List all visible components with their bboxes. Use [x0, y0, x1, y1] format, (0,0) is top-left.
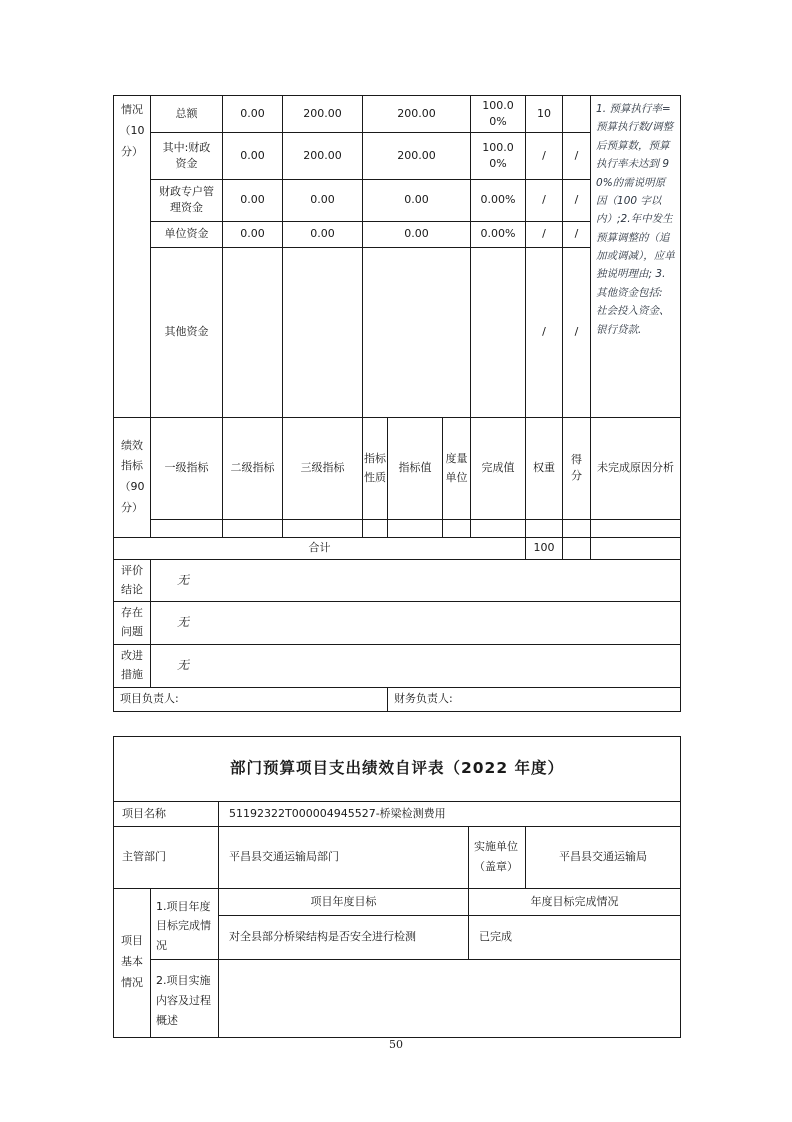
funding-value: [283, 247, 363, 417]
col-header-level1: 一级指标: [151, 417, 223, 519]
funding-value: 0.00: [363, 179, 471, 221]
col-header-unit: 度量单位: [443, 417, 471, 519]
department-row: [114, 826, 681, 888]
funding-value: 0.00: [223, 132, 283, 179]
budget-performance-table: [113, 95, 681, 712]
department-label: 主管部门: [114, 826, 219, 888]
annual-goal-header: 项目年度目标: [219, 888, 469, 915]
col-header-weight: 权重: [526, 417, 563, 519]
summary-label: 评价结论: [114, 559, 151, 601]
empty-cell: [388, 519, 443, 537]
section2-value: [219, 960, 681, 1038]
funding-value: 0.00: [283, 221, 363, 247]
funding-score: /: [563, 132, 591, 179]
empty-cell: [363, 519, 388, 537]
page-number: 50: [389, 1038, 403, 1051]
title-row: [114, 736, 681, 801]
section2-label: 2.项目实施内容及过程概述: [151, 960, 219, 1038]
col-header-indicator-value: 指标值: [388, 417, 443, 519]
funding-weight: /: [526, 132, 563, 179]
empty-cell: [443, 519, 471, 537]
summary-row: [114, 644, 681, 687]
funding-row-label: 财政专户管理资金: [151, 179, 223, 221]
funding-row-label: 其他资金: [151, 247, 223, 417]
notes-cell: 1. 预算执行率=预算执行数/调整后预算数，预算执行率未达到 90%的需说明原因（100 字以内）;2.年中发生预算调整的（追加或调减），应单独说明理由; 3.其他资金包括: 社会投入资金、银行贷款.: [591, 96, 681, 418]
signature-row: [114, 687, 681, 711]
funding-rate: 0.00%: [471, 221, 526, 247]
table-title: 部门预算项目支出绩效自评表（2022 年度）: [114, 736, 681, 801]
funding-value: 0.00: [223, 221, 283, 247]
col-header-unfinished-reason: 未完成原因分析: [591, 417, 681, 519]
col-header-indicator-nature: 指标性质: [363, 417, 388, 519]
total-reason: [591, 537, 681, 559]
project-name-row: [114, 801, 681, 826]
funding-rate: 0.00%: [471, 179, 526, 221]
situation-side-label: 情况（10 分）: [114, 96, 151, 418]
funding-rate: 100.00%: [471, 132, 526, 179]
col-header-completed-value: 完成值: [471, 417, 526, 519]
goal-completion-header: 年度目标完成情况: [469, 888, 681, 915]
performance-header-row: [114, 417, 681, 519]
col-header-score: 得分: [563, 417, 591, 519]
implementation-row: [114, 960, 681, 1038]
summary-row: [114, 602, 681, 644]
funding-value: 200.00: [363, 132, 471, 179]
total-score: [563, 537, 591, 559]
summary-row: [114, 559, 681, 601]
funding-weight: 10: [526, 96, 563, 133]
total-label: 合计: [114, 537, 526, 559]
funding-value: 200.00: [283, 132, 363, 179]
funding-weight: /: [526, 179, 563, 221]
funding-score: /: [563, 179, 591, 221]
empty-cell: [563, 519, 591, 537]
funding-value: 0.00: [223, 179, 283, 221]
funding-value: 200.00: [283, 96, 363, 133]
funding-value: 0.00: [363, 221, 471, 247]
self-evaluation-table-2022: [113, 736, 681, 1038]
funding-value: 200.00: [363, 96, 471, 133]
funding-row-label: 单位资金: [151, 221, 223, 247]
document-page: [113, 95, 680, 1038]
funding-weight: /: [526, 247, 563, 417]
funding-value: [223, 247, 283, 417]
performance-empty-row: [114, 519, 681, 537]
total-weight: 100: [526, 537, 563, 559]
funding-score: [563, 96, 591, 133]
funding-weight: /: [526, 221, 563, 247]
empty-cell: [223, 519, 283, 537]
empty-cell: [283, 519, 363, 537]
col-header-level3: 三级指标: [283, 417, 363, 519]
empty-cell: [471, 519, 526, 537]
empty-cell: [151, 519, 223, 537]
project-leader-label: 项目负责人:: [114, 687, 388, 711]
funding-rate: [471, 247, 526, 417]
project-name-value: 51192322T000004945527-桥梁检测费用: [219, 801, 681, 826]
summary-value: 无: [151, 602, 681, 644]
summary-value: 无: [151, 559, 681, 601]
goal-header-row: [114, 888, 681, 915]
funding-value: [363, 247, 471, 417]
summary-value: 无: [151, 644, 681, 687]
section1-label: 1.项目年度目标完成情况: [151, 888, 219, 959]
annual-goal-value: 对全县部分桥梁结构是否安全进行检测: [219, 915, 469, 959]
goal-completion-value: 已完成: [469, 915, 681, 959]
implementing-unit-value: 平昌县交通运输局: [526, 826, 681, 888]
funding-rate: 100.00%: [471, 96, 526, 133]
funding-score: /: [563, 221, 591, 247]
department-value: 平昌县交通运输局部门: [219, 826, 469, 888]
funding-value: 0.00: [283, 179, 363, 221]
finance-leader-label: 财务负责人:: [388, 687, 681, 711]
funding-value: 0.00: [223, 96, 283, 133]
basic-info-side-label: 项目基本情况: [114, 888, 151, 1037]
total-row: [114, 537, 681, 559]
performance-side-label: 绩效指标（90 分）: [114, 417, 151, 537]
summary-label: 存在问题: [114, 602, 151, 644]
funding-row-label: 其中:财政资金: [151, 132, 223, 179]
funding-row: [114, 96, 681, 133]
empty-cell: [591, 519, 681, 537]
summary-label: 改进措施: [114, 644, 151, 687]
implementing-unit-label: 实施单位（盖章）: [469, 826, 526, 888]
empty-cell: [526, 519, 563, 537]
funding-score: /: [563, 247, 591, 417]
col-header-level2: 二级指标: [223, 417, 283, 519]
funding-row-label: 总额: [151, 96, 223, 133]
project-name-label: 项目名称: [114, 801, 219, 826]
